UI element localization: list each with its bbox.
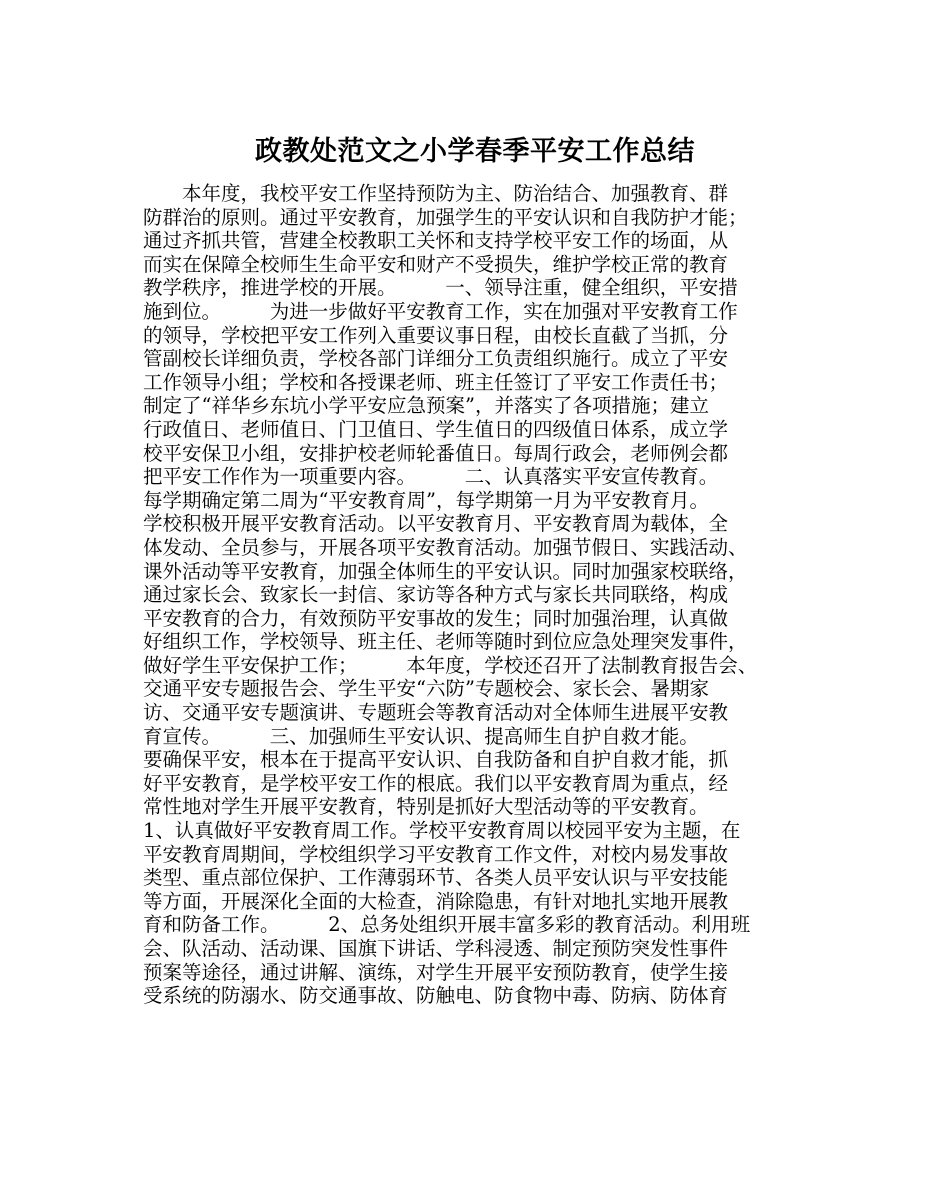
body-text-line: 行政值日、老师值日、门卫值日、学生值日的四级值日体系，成立学 bbox=[143, 417, 729, 441]
body-text-line: 受系统的防溺水、防交通事故、防触电、防食物中毒、防病、防体育 bbox=[143, 984, 729, 1008]
body-text-line: 会、队活动、活动课、国旗下讲话、学科浸透、制定预防突发性事件 bbox=[143, 937, 729, 960]
body-text-line: 好组织工作，学校领导、班主任、老师等随时到位应急处理突发事件， bbox=[143, 630, 748, 654]
body-text-line: 学校积极开展平安教育活动。以平安教育月、平安教育周为载体，全 bbox=[143, 512, 729, 536]
body-text-line: 工作领导小组；学校和各授课老师、班主任签订了平安工作责任书； bbox=[143, 370, 729, 394]
body-text-line: 通过家长会、致家长一封信、家访等各种方式与家长共同联络，构成 bbox=[143, 583, 729, 607]
body-text-line: 好平安教育，是学校平安工作的根底。我们以平安教育周为重点，经 bbox=[143, 771, 729, 795]
body-text-line: 访、交通平安专题演讲、专题班会等教育活动对全体师生进展平安教 bbox=[143, 701, 729, 725]
body-text-line: 常性地对学生开展平安教育，特别是抓好大型活动等的平安教育。 bbox=[143, 795, 709, 819]
body-text-line: 育和防备工作。 2、总务处组织开展丰富多彩的教育活动。利用班 bbox=[143, 913, 751, 937]
body-text-line: 要确保平安，根本在于提高平安认识、自我防备和自护自救才能，抓 bbox=[143, 748, 729, 772]
body-text-line: 交通平安专题报告会、学生平安“六防”专题校会、家长会、暑期家 bbox=[143, 677, 709, 701]
body-text-line: 教学秩序，推进学校的开展。 一、领导注重，健全组织，平安措 bbox=[143, 276, 738, 300]
body-text-line: 通过齐抓共管，营建全校教职工关怀和支持学校平安工作的场面，从 bbox=[143, 229, 729, 253]
body-text-line: 体发动、全员参与，开展各项平安教育活动。加强节假日、实践活动、 bbox=[143, 535, 748, 559]
body-text-line: 而实在保障全校师生生命平安和财产不受损失，维护学校正常的教育 bbox=[143, 252, 729, 276]
body-text-line: 平安教育的合力，有效预防平安事故的发生；同时加强治理，认真做 bbox=[143, 606, 729, 630]
body-text-line: 校平安保卫小组，安排护校老师轮番值日。每周行政会，老师例会都 bbox=[143, 441, 729, 465]
body-text-line: 施到位。 为进一步做好平安教育工作，实在加强对平安教育工作 bbox=[143, 299, 738, 323]
body-text-line: 本年度，我校平安工作坚持预防为主、防治结合、加强教育、群 bbox=[143, 182, 729, 205]
body-text-line: 防群治的原则。通过平安教育，加强学生的平安认识和自我防护才能； bbox=[143, 205, 748, 229]
body-text-line: 制定了“祥华乡东坑小学平安应急预案”，并落实了各项措施；建立 bbox=[143, 394, 709, 418]
body-text-line: 每学期确定第二周为“平安教育周”，每学期第一月为平安教育月。 bbox=[143, 488, 709, 512]
body-text-line: 1、认真做好平安教育周工作。学校平安教育周以校园平安为主题，在 bbox=[143, 819, 741, 843]
body-text-line: 类型、重点部位保护、工作薄弱环节、各类人员平安认识与平安技能 bbox=[143, 866, 729, 890]
document-body bbox=[143, 182, 823, 1008]
body-text-line: 做好学生平安保护工作； 本年度，学校还召开了法制教育报告会、 bbox=[143, 653, 758, 677]
body-text-line: 管副校长详细负责，学校各部门详细分工负责组织施行。成立了平安 bbox=[143, 347, 729, 371]
body-text-line: 等方面，开展深化全面的大检查，消除隐患，有针对地扎实地开展教 bbox=[143, 889, 729, 913]
body-text-line: 把平安工作作为一项重要内容。 二、认真落实平安宣传教育。 bbox=[143, 465, 719, 489]
body-text-line: 育宣传。 三、加强师生平安认识、提高师生自护自救才能。 bbox=[143, 724, 699, 748]
document-title: 政教处范文之小学春季平安工作总结 bbox=[255, 136, 695, 167]
body-text-line: 预案等途径，通过讲解、演练，对学生开展平安预防教育，使学生接 bbox=[143, 960, 729, 984]
body-text-line: 平安教育周期间，学校组织学习平安教育工作文件，对校内易发事故 bbox=[143, 842, 729, 866]
body-text-line: 课外活动等平安教育，加强全体师生的平安认识。同时加强家校联络， bbox=[143, 559, 748, 583]
body-text-line: 的领导，学校把平安工作列入重要议事日程，由校长直截了当抓，分 bbox=[143, 323, 729, 347]
